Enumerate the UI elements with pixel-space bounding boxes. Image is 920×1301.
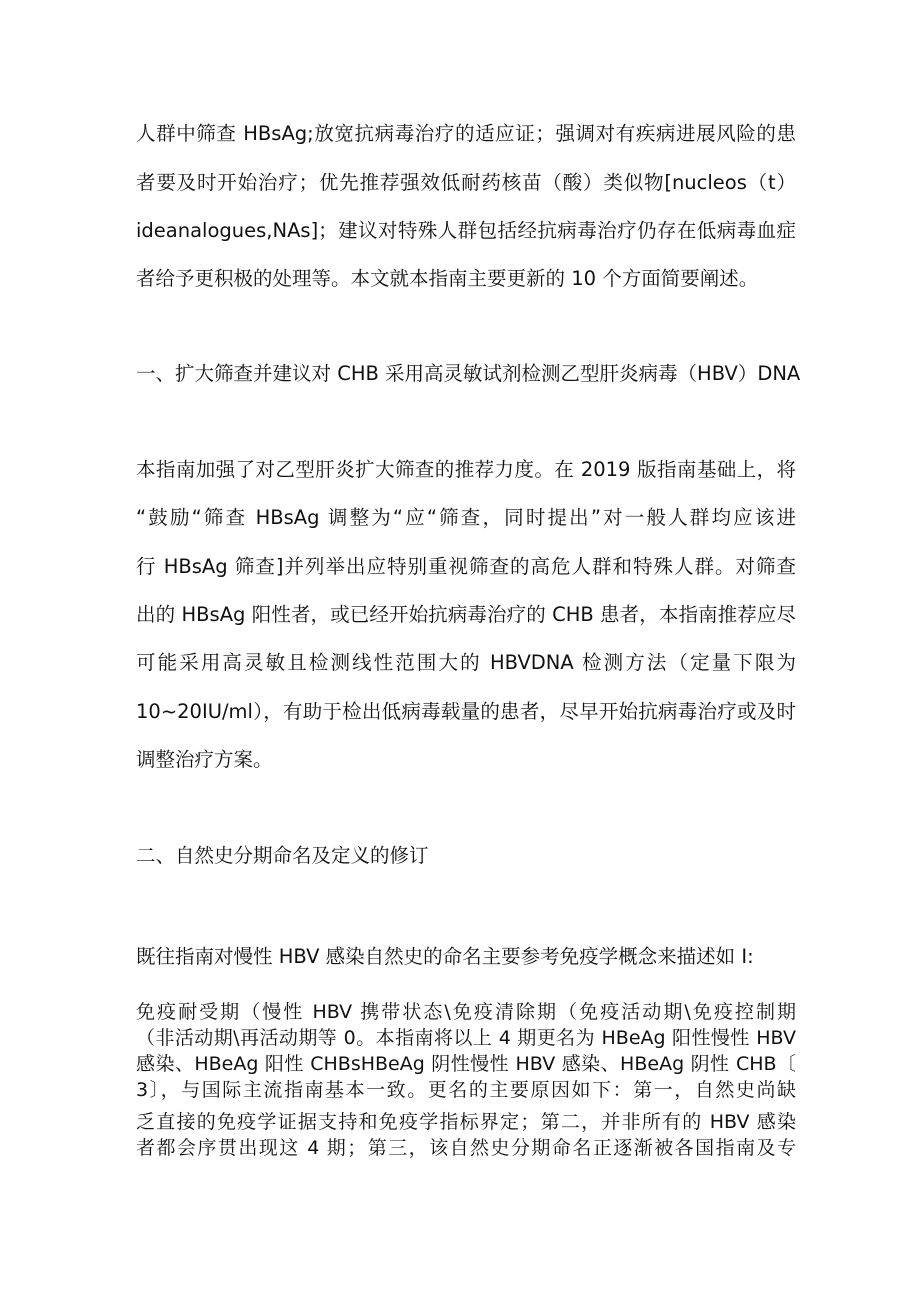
text-line: ideanalogues,NAs]；建议对特殊人群包括经抗病毒治疗仍存在低病毒血症 <box>136 219 796 242</box>
text-line: 者都会序贯出现这 4 期；第三，该自然史分期命名正逐渐被各国指南及专 <box>136 1137 796 1159</box>
text-line: 10~20IU/ml），有助于检出低病毒载量的患者，尽早开始抗病毒治疗或及时 <box>136 700 796 723</box>
natural-history-intro: 既往指南对慢性 HBV 感染自然史的命名主要参考免疫学概念来描述如 I: <box>136 945 754 968</box>
text-line: 可能采用高灵敏且检测线性范围大的 HBVDNA 检测方法（定量下限为 <box>136 651 796 674</box>
text-line: 感染、HBeAg 阳性 CHBsHBeAg 阴性慢性 HBV 感染、HBeAg 阴性 CHB〔 <box>136 1053 796 1075</box>
text-line: 乏直接的免疫学证据支持和免疫学指标界定；第二，并非所有的 HBV 感染 <box>136 1111 796 1133</box>
text-line: 人群中筛查 HBsAg;放宽抗病毒治疗的适应证；强调对有疾病进展风险的患 <box>136 122 796 145</box>
text-line: 者要及时开始治疗；优先推荐强效低耐药核苗（酸）类似物[nucleos（t） <box>136 171 796 194</box>
text-line: （非活动期\再活动期等 0。本指南将以上 4 期更名为 HBeAg 阳性慢性 HBV <box>136 1027 796 1049</box>
text-line: 免疫耐受期（慢性 HBV 携带状态\免疫清除期（免疫活动期\免疫控制期 <box>136 1001 796 1023</box>
text-line: 本指南加强了对乙型肝炎扩大筛查的推荐力度。在 2019 版指南基础上，将 <box>136 458 796 481</box>
text-line: 行 HBsAg 筛查]并列举出应特别重视筛查的高危人群和特殊人群。对筛查 <box>136 555 796 578</box>
section-heading-1: 一、扩大筛查并建议对 CHB 采用高灵敏试剂检测乙型肝炎病毒（HBV）DNA <box>136 362 801 385</box>
text-line: 调整治疗方案。 <box>136 748 273 771</box>
text-line: “鼓励“筛查 HBsAg 调整为“应“筛查，同时提出”对一般人群均应该进 <box>136 506 796 529</box>
text-line: 3〕，与国际主流指南基本一致。更名的主要原因如下：第一，自然史尚缺 <box>136 1079 796 1101</box>
text-line: 者给予更积极的处理等。本文就本指南主要更新的 10 个方面简要阐述。 <box>136 267 759 290</box>
text-line: 出的 HBsAg 阳性者，或已经开始抗病毒治疗的 CHB 患者，本指南推荐应尽 <box>136 603 796 626</box>
section-heading-2: 二、自然史分期命名及定义的修订 <box>136 844 429 867</box>
